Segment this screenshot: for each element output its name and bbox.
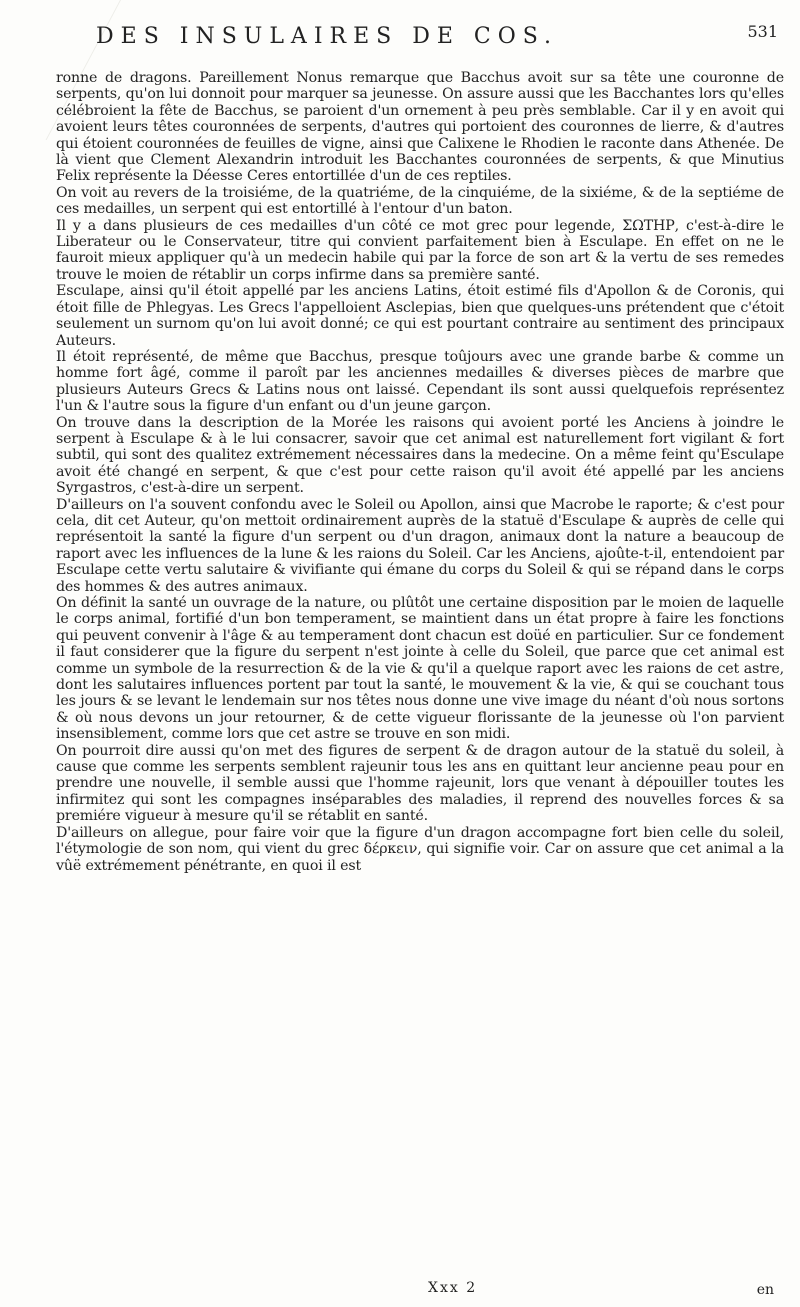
signature-mark: Xxx 2 (428, 1280, 478, 1296)
page-number: 531 (747, 22, 778, 41)
running-header (96, 18, 786, 62)
catchword: en (756, 1282, 774, 1298)
body-text (56, 70, 784, 874)
paragraph: ronne de dragons. Pareillement Nonus remarque que Bacchus avoit sur sa tête une couronne de serpents, qu'on lui donnoit pour marquer sa jeunesse. On assure aussi que les Bacchantes lors qu'elles célébroient la fête de Bacchus, se paroient d'un ornement à peu près semblable. Car il y en avoit qui avoient leurs têtes couronnées de serpents, d'autres qui portoient des couronnes de lierre, & d'autres qui étoient couronnées de feuilles de vigne, ainsi que Calixene le Rhodien le raconte dans Athenée. De là vient que Clement Alexandrin introduit les Bacchantes couronnées de serpents, & que Minutius Felix représente la Déesse Ceres entortillée d'un de ces reptiles. (56, 70, 784, 185)
paragraph: On voit au revers de la troisiéme, de la quatriéme, de la cinquiéme, de la sixiéme, & de la septiéme de ces medailles, un serpent qui est entortillé à l'entour d'un baton. (56, 184, 784, 218)
paragraph: On pourroit dire aussi qu'on met des figures de serpent & de dragon autour de la statuë du soleil, à cause que comme les serpents semblent rajeunir tous les ans en quittant leur ancienne peau pour en prendre une nouvelle, il semble aussi que l'homme rajeunit, lors que venant à dépouiller toutes les infirmitez qui sont les compagnes inséparables des maladies, il reprend des nouvelles forces & sa premiére vigueur à mesure qu'il se rétablit en santé. (56, 742, 784, 825)
paragraph: On définit la santé un ouvrage de la nature, ou plûtôt une certaine disposition par le moien de laquelle le corps animal, fortifié d'un bon temperament, se maintient dans un état propre à faire les fonctions qui peuvent convenir à l'âge & au temperament dont chacun est doüé en particulier. Sur ce fondement il faut considerer que la figure du serpent n'est jointe à celle du Soleil, que parce que cet animal est comme un symbole de la resurrection & de la vie & qu'il a quelque raport avec les raions de cet astre, dont les salutaires influences portent par tout la santé, le mouvement & la vie, & qui se couchant tous les jours & se levant le lendemain sur nos têtes nous donne une vive image du néant d'où nous sortons & où nous devons un jour retourner, & de cette vigueur florissante de la jeunesse où l'on parvient insensiblement, comme lors que cet astre se trouve en son midi. (56, 595, 784, 743)
paragraph: Il y a dans plusieurs de ces medailles d'un côté ce mot grec pour legende, ΣΩΤΗΡ, c'est-à-dire le Liberateur ou le Conservateur, titre qui convient parfaitement bien à Esculape. En effet on ne le fauroit mieux appliquer qu'à un medecin habile qui par la force de son art & la vertu de ses remedes trouve le moien de rétablir un corps infirme dans sa première santé. (56, 217, 784, 283)
paragraph: On trouve dans la description de la Morée les raisons qui avoient porté les Anciens à joindre le serpent à Esculape & à le lui consacrer, savoir que cet animal est naturellement fort vigilant & fort subtil, qui sont des qualitez extrémement nécessaires dans la medecine. On a même feint qu'Esculape avoit été changé en serpent, & que c'est pour cette raison qu'il avoit été appellé par les anciens Syrgastros, c'est-à-dire un serpent. (56, 414, 784, 497)
paragraph: D'ailleurs on l'a souvent confondu avec le Soleil ou Apollon, ainsi que Macrobe le raporte; & c'est pour cela, dit cet Auteur, qu'on mettoit ordinairement auprès de la statuë d'Esculape & auprès de celle qui représentoit la santé la figure d'un serpent ou d'un dragon, animaux dont la nature a beaucoup de raport avec les influences de la lune & les raions du Soleil. Car les Anciens, ajoûte-t-il, entendoient par Esculape cette vertu salutaire & vivifiante qui émane du corps du Soleil & qui se répand dans le corps des hommes & des autres animaux. (56, 496, 784, 595)
paragraph: Esculape, ainsi qu'il étoit appellé par les anciens Latins, étoit estimé fils d'Apollon & de Coronis, qui étoit fille de Phlegyas. Les Grecs l'appelloient Asclepias, bien que quelques-uns prétendent que c'étoit seulement un surnom qu'on lui avoit donné; ce qui est pourtant contraire au sentiment des principaux Auteurs. (56, 283, 784, 349)
running-title: DES INSULAIRES DE COS. (96, 24, 559, 49)
paragraph: Il étoit représenté, de même que Bacchus, presque toûjours avec une grande barbe & comme un homme fort âgé, comme il paroît par les anciennes medailles & diverses pièces de marbre que plusieurs Auteurs Grecs & Latins nous ont laissé. Cependant ils sont aussi quelquefois représentez l'un & l'autre sous la figure d'un enfant ou d'un jeune garçon. (56, 348, 784, 415)
paragraph: D'ailleurs on allegue, pour faire voir que la figure d'un dragon accompagne fort bien celle du soleil, l'étymologie de son nom, qui vient du grec δέρκειν, qui signifie voir. Car on assure que cet animal a la vûë extrémement pénétrante, en quoi il est (56, 824, 784, 874)
